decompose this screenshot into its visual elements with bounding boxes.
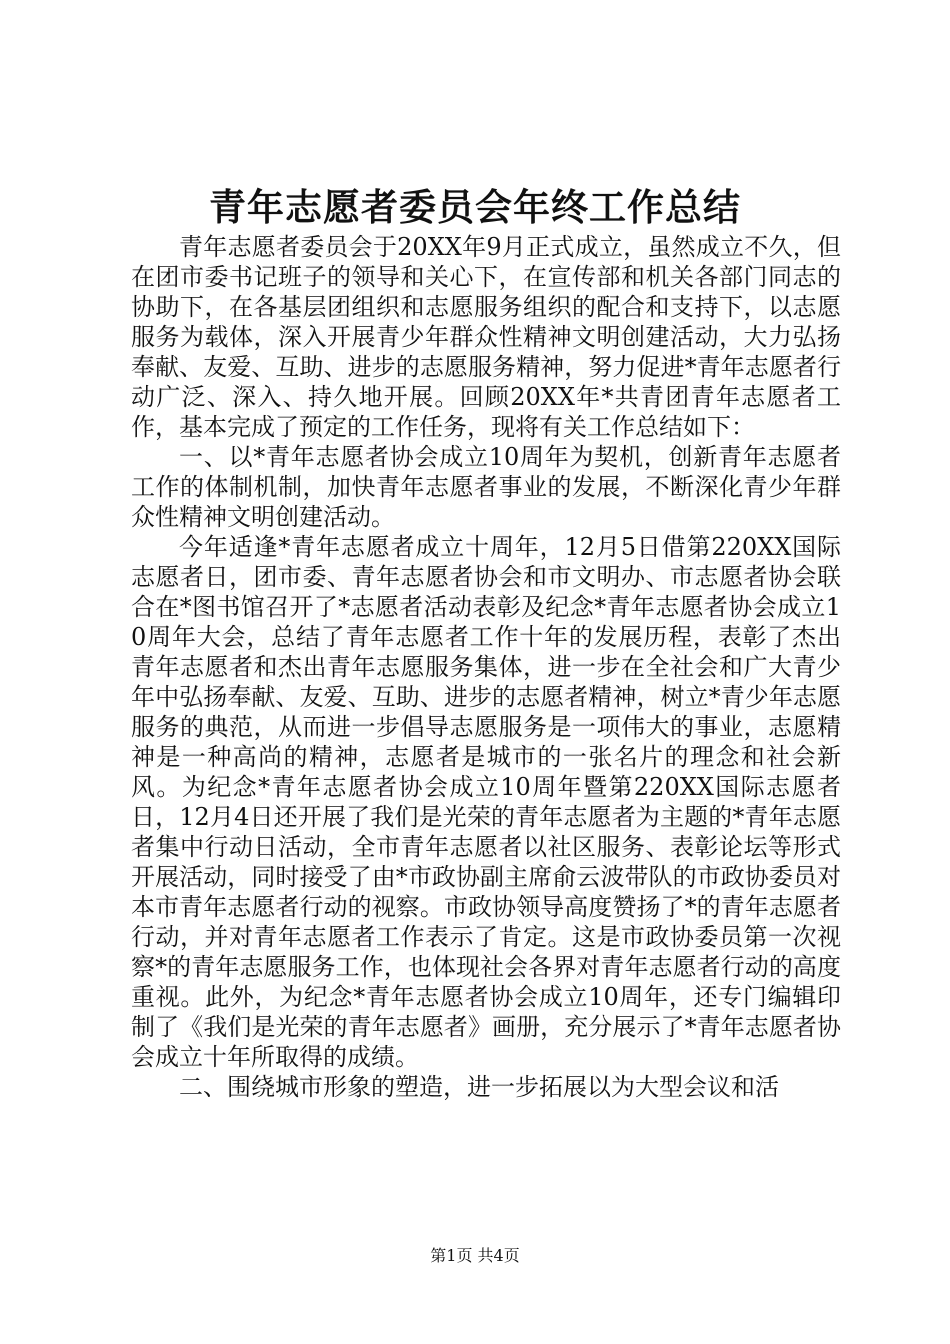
- page-number-footer: 第1页 共4页: [430, 1246, 520, 1265]
- paragraph-section-1-body: 今年适逢*青年志愿者成立十周年，12月5日借第220XX国际志愿者日，团市委、青年志愿者协会和市文明办、市志愿者协会联合在*图书馆召开了*志愿者活动表彰及纪念*青年志愿者协会成立10周年大会，总结了青年志愿者工作十年的发展历程，表彰了杰出青年志愿者和杰出青年志愿服务集体，进一步在全社会和广大青少年中弘扬奉献、友爱、互助、进步的志愿者精神，树立*青少年志愿服务的典范，从而进一步倡导志愿服务是一项伟大的事业，志愿精神是一种高尚的精神，志愿者是城市的一张名片的理念和社会新风。为纪念*青年志愿者协会成立10周年暨第220XX国际志愿者日，12月4日还开展了我们是光荣的青年志愿者为主题的*青年志愿者集中行动日活动，全市青年志愿者以社区服务、表彰论坛等形式开展活动，同时接受了由*市政协副主席俞云波带队的市政协委员对本市青年志愿者行动的视察。市政协领导高度赞扬了*的青年志愿者行动，并对青年志愿者工作表示了肯定。这是市政协委员第一次视察*的青年志愿服务工作，也体现社会各界对青年志愿者行动的高度重视。此外，为纪念*青年志愿者协会成立10周年，还专门编辑印制了《我们是光荣的青年志愿者》画册，充分展示了*青年志愿者协会成立十年所取得的成绩。: [131, 533, 841, 1071]
- document-body: [131, 232, 841, 1102]
- paragraph-section-2-heading: 二、围绕城市形象的塑造，进一步拓展以为大型会议和活: [179, 1073, 779, 1101]
- paragraph-intro: 青年志愿者委员会于20XX年9月正式成立，虽然成立不久，但在团市委书记班子的领导和关心下，在宣传部和机关各部门同志的协助下，在各基层团组织和志愿服务组织的配合和支持下，以志愿服务为载体，深入开展青少年群众性精神文明创建活动，大力弘扬奉献、友爱、互助、进步的志愿服务精神，努力促进*青年志愿者行动广泛、深入、持久地开展。回顾20XX年*共青团青年志愿者工作，基本完成了预定的工作任务，现将有关工作总结如下：: [131, 233, 841, 441]
- paragraph-section-1-heading: 一、以*青年志愿者协会成立10周年为契机，创新青年志愿者工作的体制机制，加快青年志愿者事业的发展，不断深化青少年群众性精神文明创建活动。: [131, 443, 841, 531]
- document-title: 青年志愿者委员会年终工作总结: [209, 186, 741, 229]
